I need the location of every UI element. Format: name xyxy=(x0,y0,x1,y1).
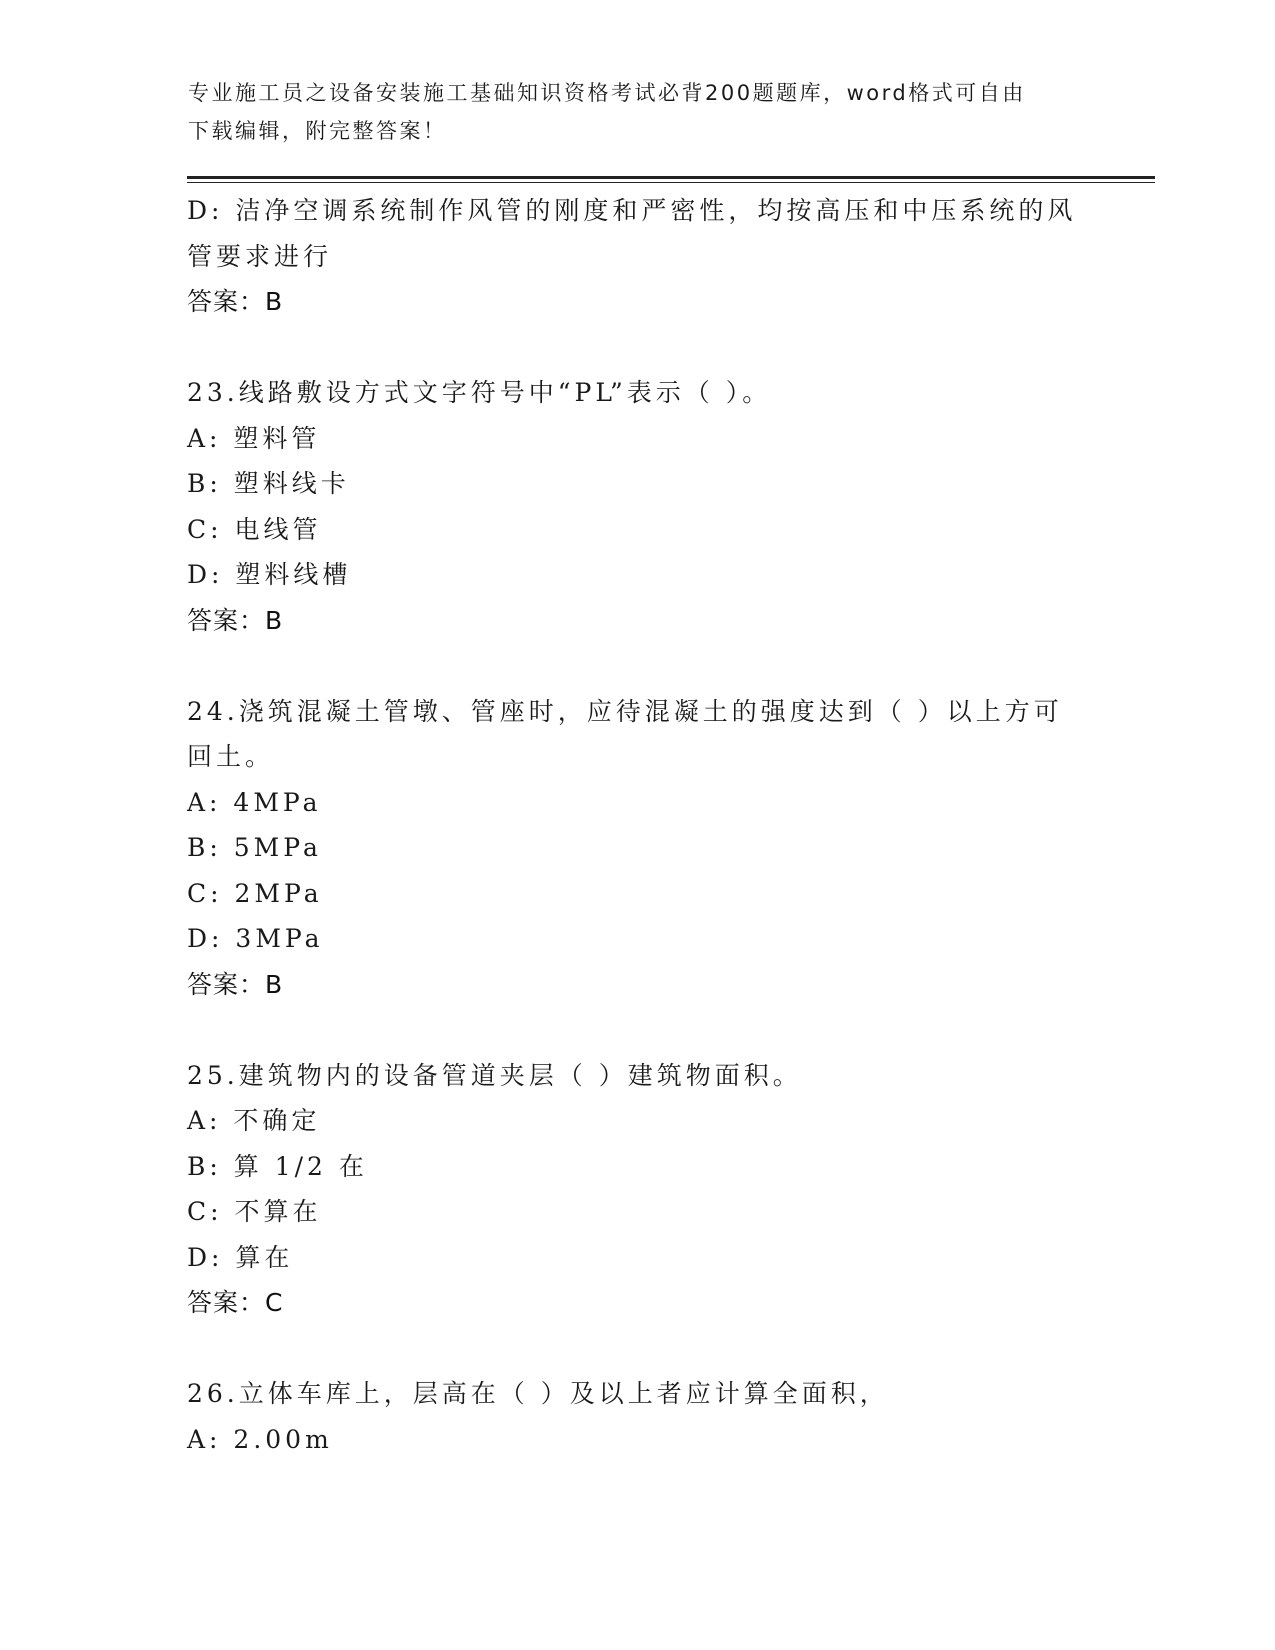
question-25-option-b: B: 算 1/2 在 xyxy=(187,1151,368,1181)
header-title-line-2: 下载编辑，附完整答案！ xyxy=(188,119,447,143)
document-header xyxy=(188,74,1088,150)
option-d-line-2: 管要求进行 xyxy=(187,241,333,271)
question-24-option-c: C: 2MPa xyxy=(187,878,323,908)
header-divider-thin xyxy=(187,182,1155,183)
question-25-option-c: C: 不算在 xyxy=(187,1197,322,1226)
question-24-option-d: D: 3MPa xyxy=(187,924,324,953)
header-divider-thick xyxy=(187,176,1155,179)
question-25-option-a: A: 不确定 xyxy=(187,1106,321,1135)
spacer xyxy=(187,325,1087,371)
question-23-text: 23.线路敷设方式文字符号中“PL”表示（ ）。 xyxy=(187,378,772,407)
question-24-option-a: A: 4MPa xyxy=(187,787,322,817)
option-d-line-1: D: 洁净空调系统制作风管的刚度和严密性，均按高压和中压系统的风 xyxy=(187,196,1077,225)
question-25 xyxy=(187,1053,1087,1326)
question-26 xyxy=(187,1371,1087,1462)
question-23-option-b: B: 塑料线卡 xyxy=(187,469,350,498)
answer-22: 答案：B xyxy=(187,287,284,316)
spacer xyxy=(187,1007,1087,1053)
question-26-option-a: A: 2.00m xyxy=(187,1424,333,1454)
question-23 xyxy=(187,370,1087,643)
question-24-option-b: B: 5MPa xyxy=(187,833,322,862)
question-23-option-a: A: 塑料管 xyxy=(187,423,321,453)
question-23-option-c: C: 电线管 xyxy=(187,514,322,544)
question-24-text-line-1: 24.浇筑混凝土管墩、管座时，应待混凝土的强度达到（ ）以上方可 xyxy=(187,696,1063,726)
question-26-text: 26.立体车库上，层高在（ ）及以上者应计算全面积， xyxy=(187,1379,889,1408)
header-title-line-1: 专业施工员之设备安装施工基础知识资格考试必背200题题库，word格式可自由 xyxy=(188,81,1026,105)
answer-23: 答案：B xyxy=(187,605,284,635)
question-23-option-d: D: 塑料线槽 xyxy=(187,560,352,589)
question-25-option-d: D: 算在 xyxy=(187,1242,294,1272)
answer-24: 答案：B xyxy=(187,969,284,999)
document-body xyxy=(187,188,1087,1462)
question-24 xyxy=(187,689,1087,1008)
question-25-text: 25.建筑物内的设备管道夹层（ ）建筑物面积。 xyxy=(187,1060,802,1090)
spacer xyxy=(187,643,1087,689)
answer-25: 答案：C xyxy=(187,1288,284,1317)
question-24-text-line-2: 回土。 xyxy=(187,742,275,771)
spacer xyxy=(187,1326,1087,1372)
question-22-tail xyxy=(187,188,1087,325)
